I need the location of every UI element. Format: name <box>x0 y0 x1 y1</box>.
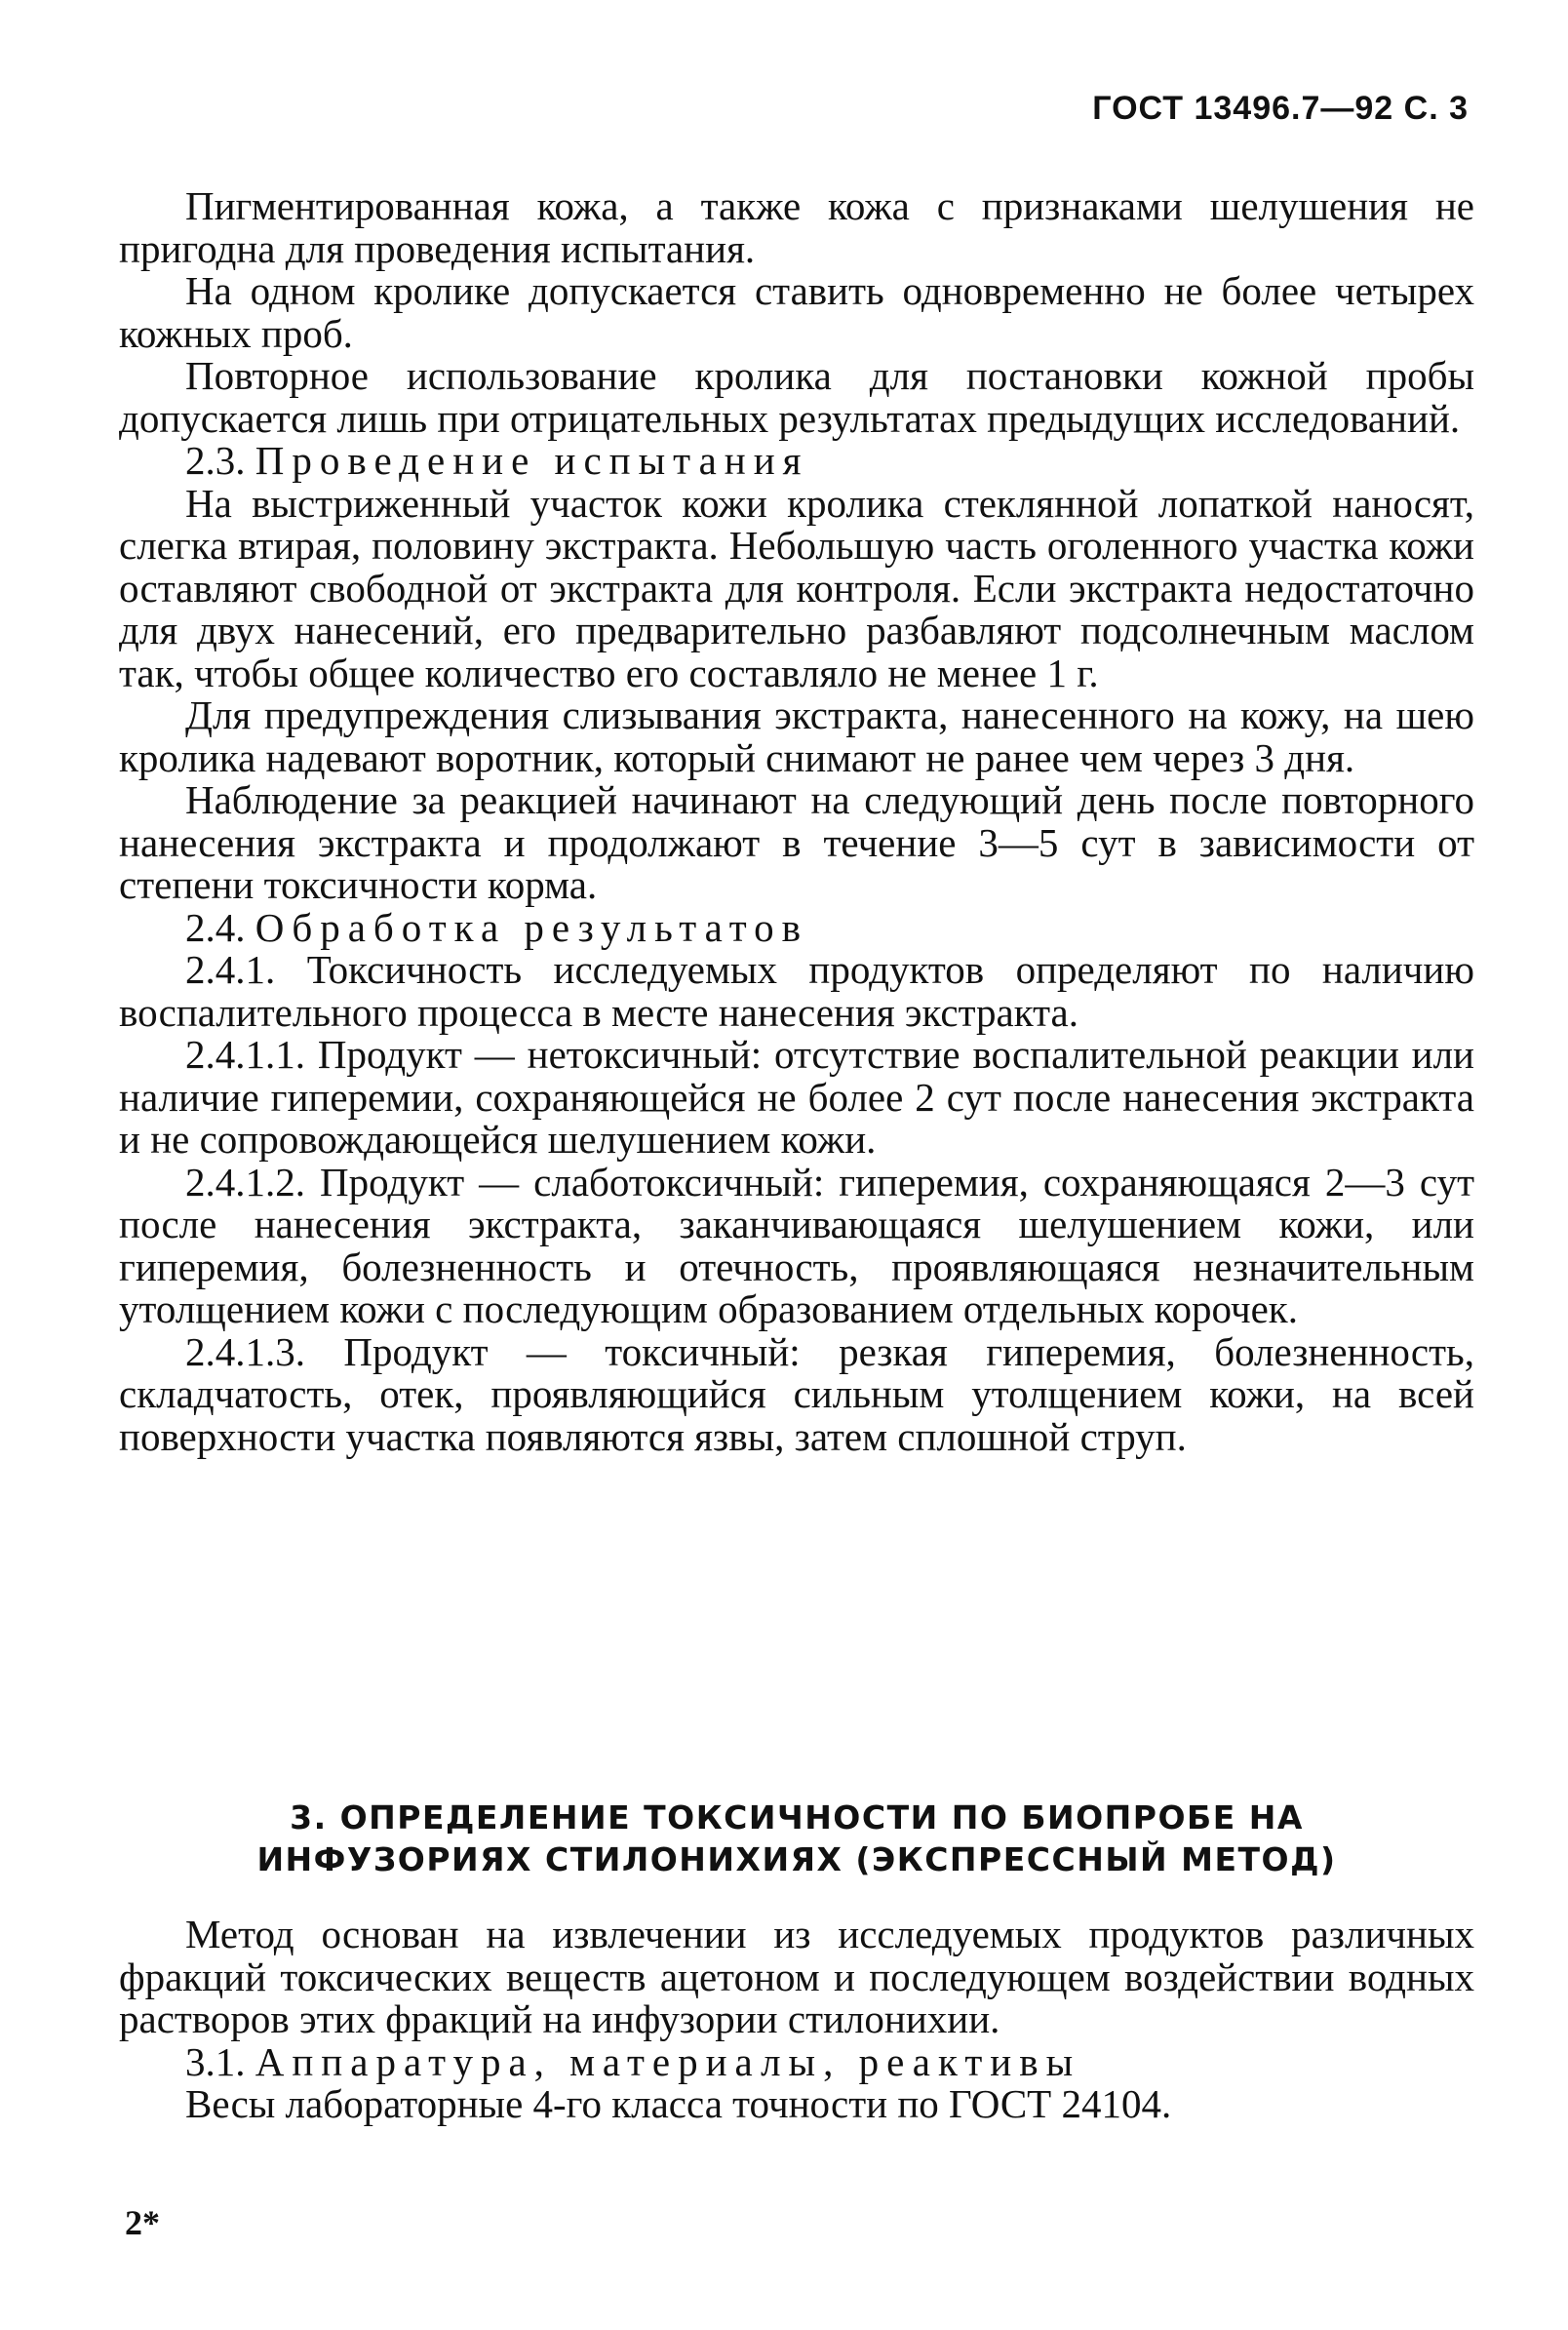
paragraph: 2.4.1.2. Продукт — слаботоксичный: гиперемия, сохраняющаяся 2—3 сут после нанесения экстракта, заканчивающаяся шелушением кожи, или гиперемия, болезненность и отечность, проявляющаяся незначительным утолщением кожи с последующим образованием отдельных корочек. <box>119 1159 1474 1331</box>
subsection-heading-2-3 <box>119 440 1474 483</box>
section-3-text <box>119 1914 1474 2126</box>
section-heading-line: 3. ОПРЕДЕЛЕНИЕ ТОКСИЧНОСТИ ПО БИОПРОБЕ НА <box>290 1798 1304 1836</box>
section-heading-line: ИНФУЗОРИЯХ СТИЛОНИХИЯХ (ЭКСПРЕССНЫЙ МЕТОД) <box>256 1840 1337 1878</box>
main-text <box>119 185 1474 1458</box>
subsection-number: 3.1. <box>185 2038 246 2084</box>
subsection-title: Проведение испытания <box>255 438 809 483</box>
subsection-number: 2.4. <box>185 904 246 950</box>
paragraph: Для предупреждения слизывания экстракта, нанесенного на кожу, на шею кролика надевают воротник, который снимают не ранее чем через 3 дня. <box>119 692 1474 780</box>
paragraph: Повторное использование кролика для постановки кожной пробы допускается лишь при отрицательных результатах предыдущих исследований. <box>119 353 1474 441</box>
running-header: ГОСТ 13496.7—92 С. 3 <box>1092 90 1469 127</box>
section-3-heading <box>119 1797 1474 1880</box>
paragraph: Весы лабораторные 4-го класса точности по ГОСТ 24104. <box>185 2081 1172 2126</box>
paragraph: Наблюдение за реакцией начинают на следующий день после повторного нанесения экстракта и продолжают в течение 3—5 сут в зависимости от степени токсичности корма. <box>119 777 1474 907</box>
paragraph: 2.4.1.1. Продукт — нетоксичный: отсутствие воспалительной реакции или наличие гиперемии, сохраняющейся не более 2 сут после нанесения экстракта и не сопровождающейся шелушением кожи. <box>119 1032 1474 1162</box>
paragraph: Метод основан на извлечении из исследуемых продуктов различных фракций токсических веществ ацетоном и последующем воздействии водных растворов этих фракций на инфузории стилонихии. <box>119 1912 1474 2041</box>
paragraph: На выстриженный участок кожи кролика стеклянной лопаткой наносят, слегка втирая, половину экстракта. Небольшую часть оголенного участка кожи оставляют свободной от экстракта для контроля. Если экстракта недостаточно для двух нанесений, его предварительно разбавляют подсолнечным маслом так, чтобы общее количество его составляло не менее 1 г. <box>119 480 1474 695</box>
paragraph: На одном кролике допускается ставить одновременно не более четырех кожных проб. <box>119 268 1474 356</box>
subsection-number: 2.3. <box>185 438 246 483</box>
signature-mark: 2* <box>125 2203 160 2242</box>
subsection-title: Аппаратура, материалы, реактивы <box>255 2038 1081 2084</box>
subsection-heading-3-1 <box>119 2038 1474 2084</box>
paragraph: Пигментированная кожа, а также кожа с признаками шелушения не пригодна для проведения испытания. <box>119 183 1474 271</box>
paragraph: 2.4.1.3. Продукт — токсичный: резкая гиперемия, болезненность, складчатость, отек, проявляющийся сильным утолщением кожи, на всей поверхности участка появляются язвы, затем сплошной струп. <box>119 1328 1474 1459</box>
subsection-title: Обработка результатов <box>255 904 809 950</box>
paragraph: 2.4.1. Токсичность исследуемых продуктов определяют по наличию воспалительного процесса в месте нанесения экстракта. <box>119 947 1474 1035</box>
subsection-heading-2-4 <box>119 904 1474 950</box>
